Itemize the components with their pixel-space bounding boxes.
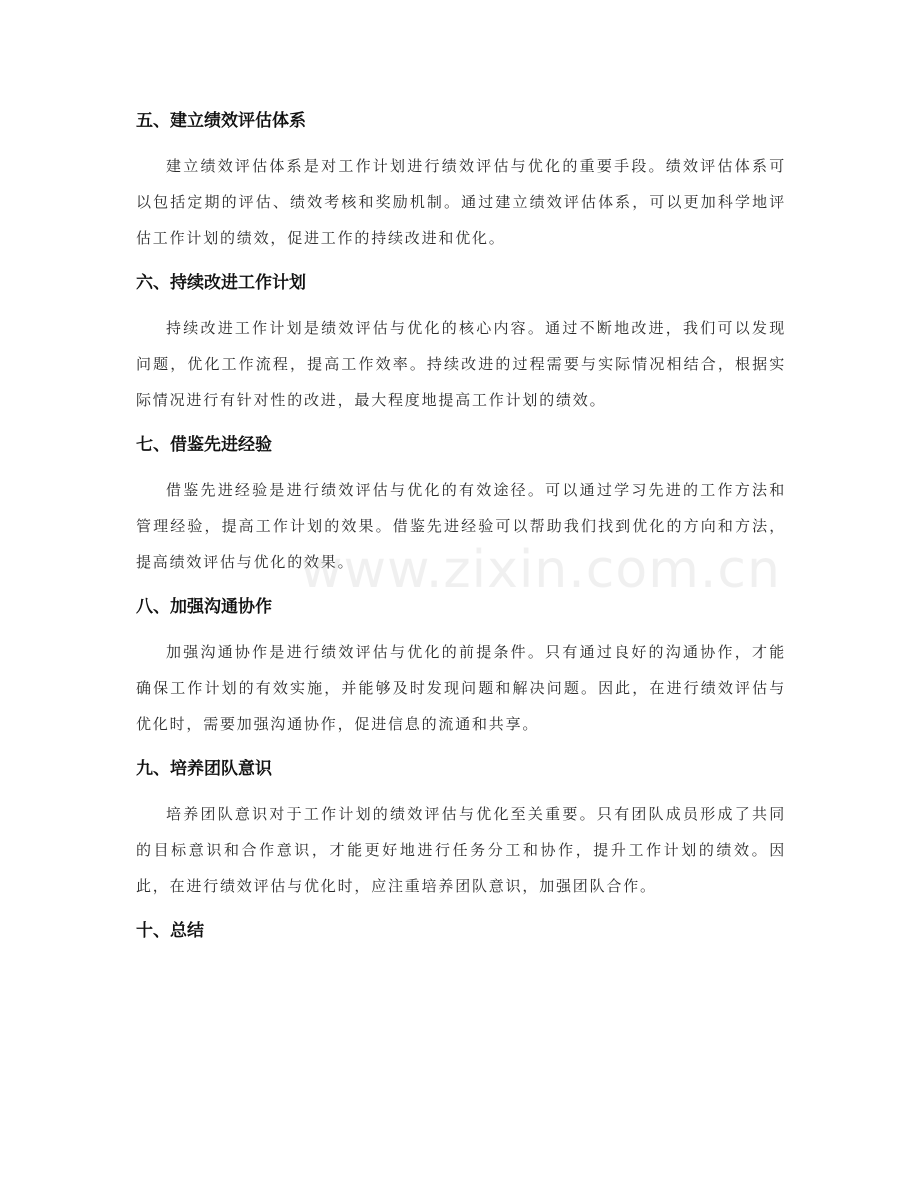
section-heading-8: 八、加强沟通协作 <box>136 597 272 617</box>
watermark: www.zixin.com.cn <box>300 540 781 600</box>
section-paragraph-9: 培养团队意识对于工作计划的绩效评估与优化至关重要。只有团队成员形成了共同的目标意识和合作意识，才能更好地进行任务分工和协作，提升工作计划的绩效。因此，在进行绩效评估与优化时，应注重培养团队意识，加强团队合作。 <box>136 805 786 895</box>
section-paragraph-6: 持续改进工作计划是绩效评估与优化的核心内容。通过不断地改进，我们可以发现问题，优化工作流程，提高工作效率。持续改进的过程需要与实际情况相结合，根据实际情况进行有针对性的改进，最大程度地提高工作计划的绩效。 <box>136 319 786 409</box>
document-body <box>136 108 786 944</box>
section-heading-6: 六、持续改进工作计划 <box>136 273 306 293</box>
section-paragraph-8: 加强沟通协作是进行绩效评估与优化的前提条件。只有通过良好的沟通协作，才能确保工作计划的有效实施，并能够及时发现问题和解决问题。因此，在进行绩效评估与优化时，需要加强沟通协作，促进信息的流通和共享。 <box>136 643 786 733</box>
section-heading-10: 十、总结 <box>136 921 204 941</box>
section-heading-5: 五、建立绩效评估体系 <box>136 111 306 131</box>
section-heading-7: 七、借鉴先进经验 <box>136 435 272 455</box>
section-paragraph-7: 借鉴先进经验是进行绩效评估与优化的有效途径。可以通过学习先进的工作方法和管理经验，提高工作计划的效果。借鉴先进经验可以帮助我们找到优化的方向和方法，提高绩效评估与优化的效果。 <box>136 481 786 571</box>
section-paragraph-5: 建立绩效评估体系是对工作计划进行绩效评估与优化的重要手段。绩效评估体系可以包括定期的评估、绩效考核和奖励机制。通过建立绩效评估体系，可以更加科学地评估工作计划的绩效，促进工作的持续改进和优化。 <box>136 157 786 247</box>
section-heading-9: 九、培养团队意识 <box>136 759 272 779</box>
